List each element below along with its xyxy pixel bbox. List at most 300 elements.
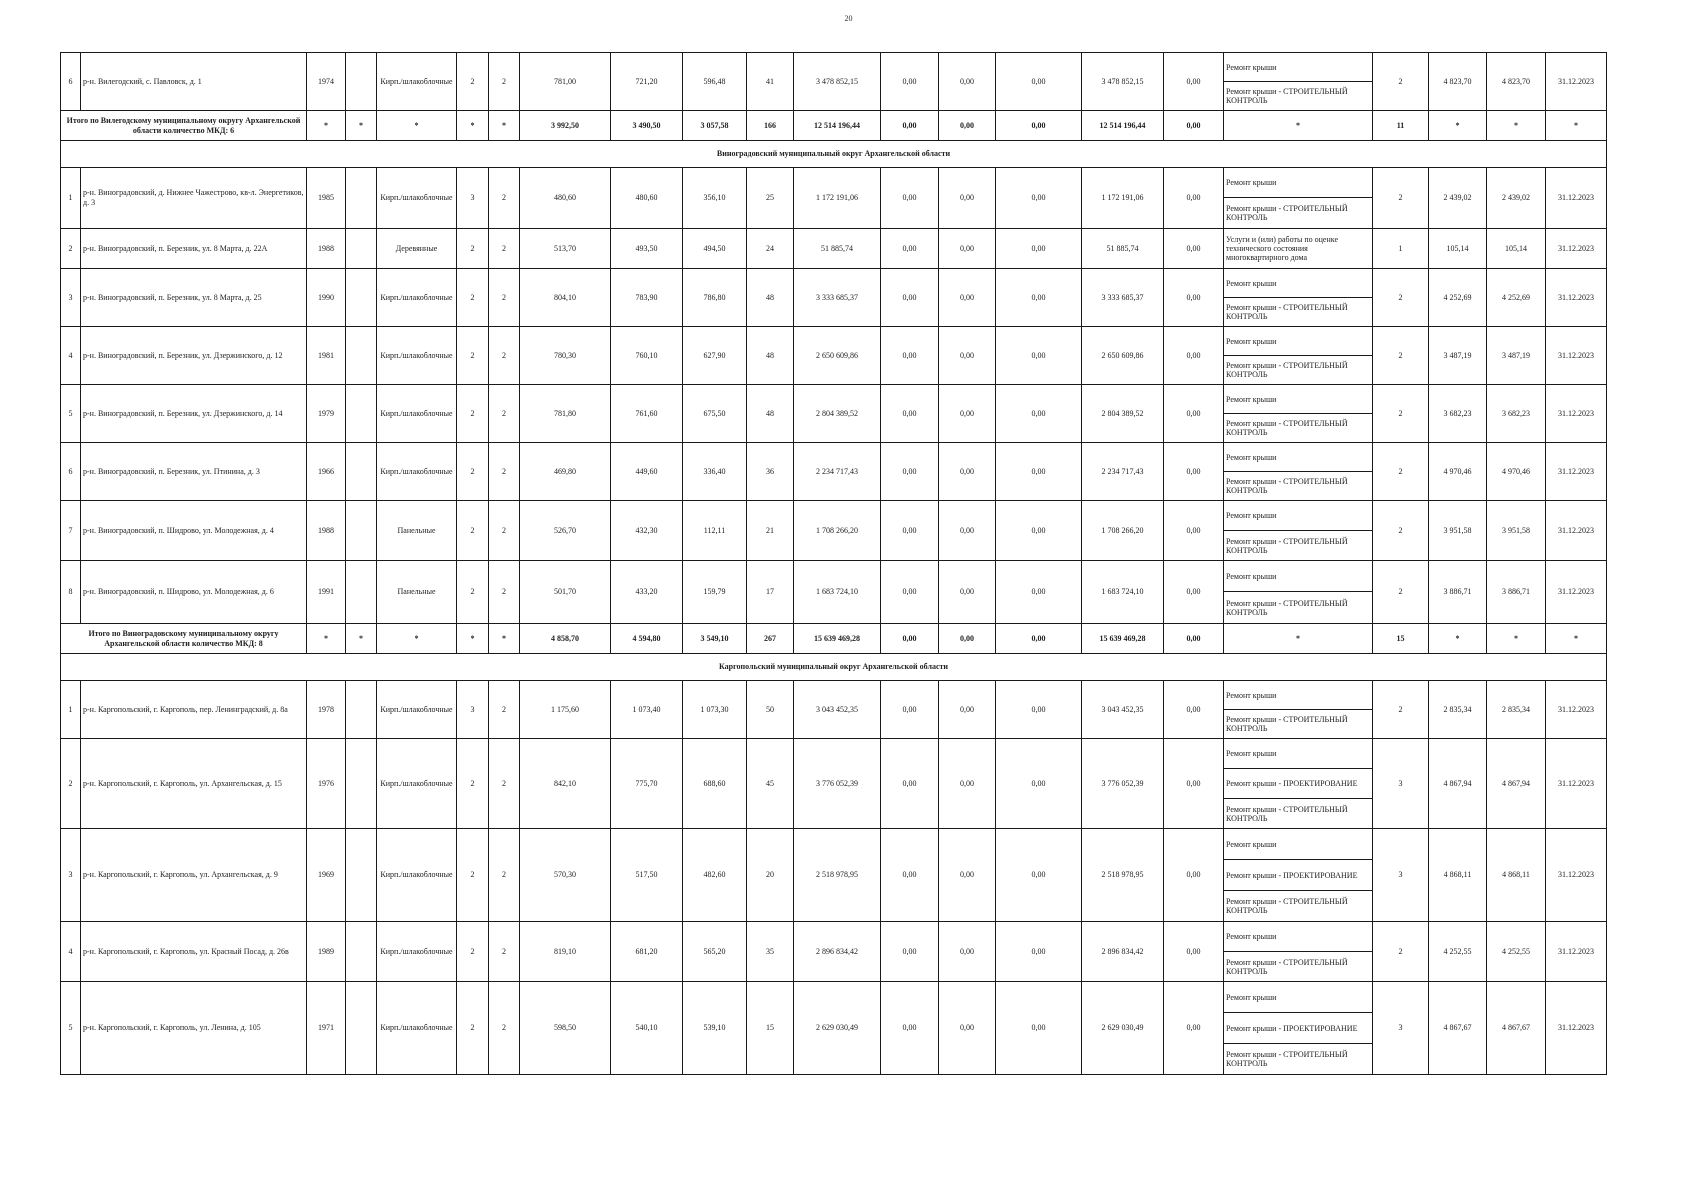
- star-cell: *: [457, 111, 489, 141]
- deadline: 31.12.2023: [1546, 168, 1607, 229]
- total-label: Итого по Вилегодскому муниципальному округу Архангельской области количество МКД: 6: [61, 111, 307, 141]
- house-address: р-н. Каргопольский, г. Каргополь, ул. Ленина, д. 105: [81, 982, 307, 1075]
- house-address: р-н. Виноградовский, д. Нижнее Чажестрово, кв-л. Энергетиков, д. 3: [81, 168, 307, 229]
- star-cell: *: [377, 111, 457, 141]
- cost-fund: 0,00: [881, 168, 939, 229]
- cost-other: 0,00: [1164, 739, 1224, 829]
- work-type: Ремонт крыши: [1224, 53, 1373, 82]
- work-type: Ремонт крыши - ПРОЕКТИРОВАНИЕ: [1224, 1013, 1373, 1044]
- cost-total: 2 896 834,42: [794, 922, 881, 982]
- row-number: 8: [61, 561, 81, 624]
- rooms-area: 761,60: [611, 385, 683, 443]
- cost-other: 0,00: [1164, 53, 1224, 111]
- row-number: 4: [61, 327, 81, 385]
- cost-owners: 1 683 724,10: [1082, 561, 1164, 624]
- cost-region: 0,00: [939, 443, 996, 501]
- residents: 45: [747, 739, 794, 829]
- house-address: р-н. Виноградовский, п. Березник, ул. 8 Марта, д. 25: [81, 269, 307, 327]
- house-address: р-н. Виноградовский, п. Березник, ул. Птинина, д. 3: [81, 443, 307, 501]
- build-year: 1988: [307, 501, 346, 561]
- living-area: 596,48: [683, 53, 747, 111]
- work-count: 2: [1373, 327, 1429, 385]
- work-count: 11: [1373, 111, 1429, 141]
- max-unit-cost: 4 252,69: [1487, 269, 1546, 327]
- wall-material: Кирп./шлакоблочные: [377, 53, 457, 111]
- living-area: 112,11: [683, 501, 747, 561]
- floors: 2: [457, 739, 489, 829]
- cost-owners: 3 478 852,15: [1082, 53, 1164, 111]
- cost-region: 0,00: [939, 168, 996, 229]
- residents: 48: [747, 327, 794, 385]
- cost-fund: 0,00: [881, 624, 939, 654]
- work-type: Ремонт крыши: [1224, 982, 1373, 1013]
- unit-cost: 4 867,94: [1429, 739, 1487, 829]
- commission-year: [346, 229, 377, 269]
- build-year: 1976: [307, 739, 346, 829]
- work-type: Ремонт крыши - СТРОИТЕЛЬНЫЙ КОНТРОЛЬ: [1224, 1044, 1373, 1075]
- deadline: 31.12.2023: [1546, 829, 1607, 922]
- cost-fund: 0,00: [881, 561, 939, 624]
- floors: 2: [457, 829, 489, 922]
- cost-owners: 1 708 266,20: [1082, 501, 1164, 561]
- build-year: 1966: [307, 443, 346, 501]
- work-type: Ремонт крыши - СТРОИТЕЛЬНЫЙ КОНТРОЛЬ: [1224, 356, 1373, 385]
- star-cell: *: [1487, 624, 1546, 654]
- work-count: 15: [1373, 624, 1429, 654]
- cost-total: 3 776 052,39: [794, 739, 881, 829]
- max-unit-cost: 2 439,02: [1487, 168, 1546, 229]
- living-area: 565,20: [683, 922, 747, 982]
- residents: 267: [747, 624, 794, 654]
- entrances: 2: [489, 327, 520, 385]
- commission-year: [346, 561, 377, 624]
- rooms-area: 540,10: [611, 982, 683, 1075]
- wall-material: Кирп./шлакоблочные: [377, 922, 457, 982]
- residents: 17: [747, 561, 794, 624]
- living-area: 627,90: [683, 327, 747, 385]
- row-number: 2: [61, 739, 81, 829]
- cost-total: 2 629 030,49: [794, 982, 881, 1075]
- floors: 2: [457, 922, 489, 982]
- star-cell: *: [1487, 111, 1546, 141]
- commission-year: [346, 327, 377, 385]
- cost-owners: 3 333 685,37: [1082, 269, 1164, 327]
- total-area: 501,70: [520, 561, 611, 624]
- cost-region: 0,00: [939, 681, 996, 739]
- living-area: 786,80: [683, 269, 747, 327]
- cost-owners: 12 514 196,44: [1082, 111, 1164, 141]
- work-type: Ремонт крыши - СТРОИТЕЛЬНЫЙ КОНТРОЛЬ: [1224, 952, 1373, 982]
- wall-material: Панельные: [377, 561, 457, 624]
- residents: 48: [747, 269, 794, 327]
- work-type: Ремонт крыши: [1224, 681, 1373, 710]
- district-total-row: [61, 111, 1607, 141]
- cost-total: 15 639 469,28: [794, 624, 881, 654]
- house-row: [61, 829, 1607, 860]
- wall-material: Кирп./шлакоблочные: [377, 327, 457, 385]
- residents: 25: [747, 168, 794, 229]
- cost-region: 0,00: [939, 53, 996, 111]
- unit-cost: 4 252,55: [1429, 922, 1487, 982]
- row-number: 6: [61, 443, 81, 501]
- total-area: 469,80: [520, 443, 611, 501]
- wall-material: Панельные: [377, 501, 457, 561]
- commission-year: [346, 681, 377, 739]
- cost-region: 0,00: [939, 501, 996, 561]
- work-count: 2: [1373, 443, 1429, 501]
- work-type: Ремонт крыши: [1224, 269, 1373, 298]
- total-area: 819,10: [520, 922, 611, 982]
- total-area: 4 858,70: [520, 624, 611, 654]
- work-type: Ремонт крыши - СТРОИТЕЛЬНЫЙ КОНТРОЛЬ: [1224, 592, 1373, 624]
- unit-cost: 3 487,19: [1429, 327, 1487, 385]
- house-row: [61, 922, 1607, 952]
- floors: 2: [457, 443, 489, 501]
- total-area: 781,80: [520, 385, 611, 443]
- house-address: р-н. Каргопольский, г. Каргополь, пер. Ленинградский, д. 8а: [81, 681, 307, 739]
- district-total-row: [61, 624, 1607, 654]
- living-area: 494,50: [683, 229, 747, 269]
- house-row: [61, 53, 1607, 82]
- residents: 24: [747, 229, 794, 269]
- max-unit-cost: 4 252,55: [1487, 922, 1546, 982]
- entrances: 2: [489, 229, 520, 269]
- rooms-area: 4 594,80: [611, 624, 683, 654]
- residents: 36: [747, 443, 794, 501]
- cost-other: 0,00: [1164, 982, 1224, 1075]
- cost-municipal: 0,00: [996, 561, 1082, 624]
- work-type: Ремонт крыши - ПРОЕКТИРОВАНИЕ: [1224, 769, 1373, 799]
- cost-region: 0,00: [939, 269, 996, 327]
- build-year: 1981: [307, 327, 346, 385]
- max-unit-cost: 3 487,19: [1487, 327, 1546, 385]
- deadline: 31.12.2023: [1546, 501, 1607, 561]
- commission-year: [346, 168, 377, 229]
- unit-cost: 3 886,71: [1429, 561, 1487, 624]
- cost-municipal: 0,00: [996, 168, 1082, 229]
- cost-other: 0,00: [1164, 168, 1224, 229]
- rooms-area: 449,60: [611, 443, 683, 501]
- row-number: 5: [61, 982, 81, 1075]
- total-area: 480,60: [520, 168, 611, 229]
- work-type: Ремонт крыши - СТРОИТЕЛЬНЫЙ КОНТРОЛЬ: [1224, 472, 1373, 501]
- star-cell: *: [457, 624, 489, 654]
- max-unit-cost: 2 835,34: [1487, 681, 1546, 739]
- cost-fund: 0,00: [881, 829, 939, 922]
- row-number: 2: [61, 229, 81, 269]
- commission-year: [346, 385, 377, 443]
- commission-year: [346, 982, 377, 1075]
- cost-other: 0,00: [1164, 922, 1224, 982]
- floors: 2: [457, 561, 489, 624]
- row-number: 4: [61, 922, 81, 982]
- entrances: 2: [489, 561, 520, 624]
- rooms-area: 433,20: [611, 561, 683, 624]
- page-number: 20: [844, 14, 853, 23]
- build-year: 1991: [307, 561, 346, 624]
- living-area: 336,40: [683, 443, 747, 501]
- cost-total: 2 518 978,95: [794, 829, 881, 922]
- living-area: 1 073,30: [683, 681, 747, 739]
- deadline: 31.12.2023: [1546, 385, 1607, 443]
- work-count: 3: [1373, 982, 1429, 1075]
- rooms-area: 3 490,50: [611, 111, 683, 141]
- unit-cost: 4 252,69: [1429, 269, 1487, 327]
- commission-year: [346, 922, 377, 982]
- star-cell: *: [489, 624, 520, 654]
- rooms-area: 1 073,40: [611, 681, 683, 739]
- house-address: р-н. Виноградовский, п. Березник, ул. Дзержинского, д. 12: [81, 327, 307, 385]
- cost-total: 2 804 389,52: [794, 385, 881, 443]
- total-area: 842,10: [520, 739, 611, 829]
- total-area: 3 992,50: [520, 111, 611, 141]
- rooms-area: 721,20: [611, 53, 683, 111]
- entrances: 2: [489, 501, 520, 561]
- star-cell: *: [346, 624, 377, 654]
- max-unit-cost: 3 951,58: [1487, 501, 1546, 561]
- living-area: 482,60: [683, 829, 747, 922]
- total-area: 513,70: [520, 229, 611, 269]
- row-number: 5: [61, 385, 81, 443]
- living-area: 688,60: [683, 739, 747, 829]
- deadline: 31.12.2023: [1546, 681, 1607, 739]
- max-unit-cost: 4 867,94: [1487, 739, 1546, 829]
- house-row: [61, 269, 1607, 298]
- work-count: 2: [1373, 53, 1429, 111]
- cost-municipal: 0,00: [996, 829, 1082, 922]
- max-unit-cost: 3 886,71: [1487, 561, 1546, 624]
- cost-region: 0,00: [939, 624, 996, 654]
- cost-total: 3 478 852,15: [794, 53, 881, 111]
- cost-other: 0,00: [1164, 385, 1224, 443]
- work-type: Ремонт крыши - СТРОИТЕЛЬНЫЙ КОНТРОЛЬ: [1224, 891, 1373, 922]
- cost-fund: 0,00: [881, 443, 939, 501]
- house-address: р-н. Вилегодский, с. Павловск, д. 1: [81, 53, 307, 111]
- house-row: [61, 501, 1607, 531]
- work-type: Ремонт крыши - СТРОИТЕЛЬНЫЙ КОНТРОЛЬ: [1224, 198, 1373, 229]
- cost-other: 0,00: [1164, 327, 1224, 385]
- cost-owners: 51 885,74: [1082, 229, 1164, 269]
- deadline: 31.12.2023: [1546, 269, 1607, 327]
- cost-total: 1 708 266,20: [794, 501, 881, 561]
- residents: 50: [747, 681, 794, 739]
- cost-total: 2 650 609,86: [794, 327, 881, 385]
- wall-material: Кирп./шлакоблочные: [377, 385, 457, 443]
- work-count: 2: [1373, 922, 1429, 982]
- row-number: 1: [61, 681, 81, 739]
- unit-cost: 4 823,70: [1429, 53, 1487, 111]
- cost-municipal: 0,00: [996, 443, 1082, 501]
- floors: 2: [457, 501, 489, 561]
- house-row: [61, 739, 1607, 769]
- wall-material: Кирп./шлакоблочные: [377, 829, 457, 922]
- row-number: 1: [61, 168, 81, 229]
- floors: 2: [457, 385, 489, 443]
- floors: 2: [457, 269, 489, 327]
- cost-owners: 15 639 469,28: [1082, 624, 1164, 654]
- cost-region: 0,00: [939, 111, 996, 141]
- cost-other: 0,00: [1164, 561, 1224, 624]
- cost-region: 0,00: [939, 229, 996, 269]
- build-year: 1989: [307, 922, 346, 982]
- build-year: 1988: [307, 229, 346, 269]
- rooms-area: 480,60: [611, 168, 683, 229]
- cost-fund: 0,00: [881, 501, 939, 561]
- work-count: 1: [1373, 229, 1429, 269]
- total-area: 804,10: [520, 269, 611, 327]
- work-type: Ремонт крыши: [1224, 168, 1373, 198]
- cost-municipal: 0,00: [996, 624, 1082, 654]
- commission-year: [346, 443, 377, 501]
- cost-fund: 0,00: [881, 922, 939, 982]
- cost-owners: 3 776 052,39: [1082, 739, 1164, 829]
- work-type: Ремонт крыши - СТРОИТЕЛЬНЫЙ КОНТРОЛЬ: [1224, 298, 1373, 327]
- work-type: Ремонт крыши - СТРОИТЕЛЬНЫЙ КОНТРОЛЬ: [1224, 799, 1373, 829]
- work-count: 2: [1373, 681, 1429, 739]
- house-address: р-н. Виноградовский, п. Шидрово, ул. Молодежная, д. 4: [81, 501, 307, 561]
- house-address: р-н. Виноградовский, п. Березник, ул. 8 Марта, д. 22А: [81, 229, 307, 269]
- rooms-area: 681,20: [611, 922, 683, 982]
- district-title: Виноградовский муниципальный округ Архангельской области: [61, 141, 1607, 168]
- cost-region: 0,00: [939, 739, 996, 829]
- wall-material: Кирп./шлакоблочные: [377, 269, 457, 327]
- work-count: 2: [1373, 269, 1429, 327]
- unit-cost: 4 867,67: [1429, 982, 1487, 1075]
- cost-region: 0,00: [939, 385, 996, 443]
- cost-region: 0,00: [939, 982, 996, 1075]
- living-area: 675,50: [683, 385, 747, 443]
- max-unit-cost: 4 868,11: [1487, 829, 1546, 922]
- cost-region: 0,00: [939, 561, 996, 624]
- house-row: [61, 168, 1607, 198]
- total-area: 598,50: [520, 982, 611, 1075]
- entrances: 2: [489, 922, 520, 982]
- wall-material: Кирп./шлакоблочные: [377, 168, 457, 229]
- build-year: 1971: [307, 982, 346, 1075]
- work-type: Ремонт крыши: [1224, 501, 1373, 531]
- work-type: Ремонт крыши: [1224, 561, 1373, 592]
- work-type: Ремонт крыши - ПРОЕКТИРОВАНИЕ: [1224, 860, 1373, 891]
- star-cell: *: [1224, 624, 1373, 654]
- cost-municipal: 0,00: [996, 501, 1082, 561]
- cost-other: 0,00: [1164, 681, 1224, 739]
- cost-total: 3 333 685,37: [794, 269, 881, 327]
- cost-fund: 0,00: [881, 269, 939, 327]
- build-year: 1978: [307, 681, 346, 739]
- entrances: 2: [489, 443, 520, 501]
- max-unit-cost: 4 867,67: [1487, 982, 1546, 1075]
- work-type: Ремонт крыши - СТРОИТЕЛЬНЫЙ КОНТРОЛЬ: [1224, 82, 1373, 111]
- unit-cost: 2 835,34: [1429, 681, 1487, 739]
- deadline: 31.12.2023: [1546, 53, 1607, 111]
- cost-municipal: 0,00: [996, 681, 1082, 739]
- work-type: Ремонт крыши: [1224, 829, 1373, 860]
- work-type: Услуги и (или) работы по оценке технического состояния многоквартирного дома: [1224, 229, 1373, 269]
- cost-fund: 0,00: [881, 739, 939, 829]
- star-cell: *: [1546, 111, 1607, 141]
- rooms-area: 760,10: [611, 327, 683, 385]
- work-count: 2: [1373, 385, 1429, 443]
- row-number: 3: [61, 269, 81, 327]
- house-address: р-н. Каргопольский, г. Каргополь, ул. Архангельская, д. 9: [81, 829, 307, 922]
- row-number: 6: [61, 53, 81, 111]
- cost-total: 3 043 452,35: [794, 681, 881, 739]
- max-unit-cost: 4 970,46: [1487, 443, 1546, 501]
- cost-other: 0,00: [1164, 501, 1224, 561]
- unit-cost: 4 970,46: [1429, 443, 1487, 501]
- unit-cost: 3 682,23: [1429, 385, 1487, 443]
- living-area: 356,10: [683, 168, 747, 229]
- floors: 2: [457, 982, 489, 1075]
- living-area: 159,79: [683, 561, 747, 624]
- house-row: [61, 982, 1607, 1013]
- work-type: Ремонт крыши: [1224, 443, 1373, 472]
- star-cell: *: [307, 624, 346, 654]
- cost-municipal: 0,00: [996, 982, 1082, 1075]
- deadline: 31.12.2023: [1546, 327, 1607, 385]
- wall-material: Деревянные: [377, 229, 457, 269]
- commission-year: [346, 829, 377, 922]
- cost-municipal: 0,00: [996, 327, 1082, 385]
- cost-fund: 0,00: [881, 327, 939, 385]
- commission-year: [346, 269, 377, 327]
- deadline: 31.12.2023: [1546, 561, 1607, 624]
- max-unit-cost: 105,14: [1487, 229, 1546, 269]
- entrances: 2: [489, 681, 520, 739]
- build-year: 1990: [307, 269, 346, 327]
- cost-other: 0,00: [1164, 829, 1224, 922]
- star-cell: *: [1429, 624, 1487, 654]
- cost-fund: 0,00: [881, 681, 939, 739]
- house-row: [61, 327, 1607, 356]
- district-header-row: [61, 654, 1607, 681]
- total-area: 781,00: [520, 53, 611, 111]
- work-type: Ремонт крыши - СТРОИТЕЛЬНЫЙ КОНТРОЛЬ: [1224, 531, 1373, 561]
- build-year: 1969: [307, 829, 346, 922]
- row-number: 7: [61, 501, 81, 561]
- floors: 3: [457, 681, 489, 739]
- total-area: 1 175,60: [520, 681, 611, 739]
- cost-fund: 0,00: [881, 111, 939, 141]
- cost-region: 0,00: [939, 922, 996, 982]
- living-area: 539,10: [683, 982, 747, 1075]
- cost-fund: 0,00: [881, 982, 939, 1075]
- entrances: 2: [489, 168, 520, 229]
- total-label: Итого по Виноградовскому муниципальному округу Архангельской области количество МКД: 8: [61, 624, 307, 654]
- row-number: 3: [61, 829, 81, 922]
- cost-fund: 0,00: [881, 229, 939, 269]
- commission-year: [346, 501, 377, 561]
- star-cell: *: [489, 111, 520, 141]
- work-count: 2: [1373, 561, 1429, 624]
- residents: 21: [747, 501, 794, 561]
- district-title: Каргопольский муниципальный округ Архангельской области: [61, 654, 1607, 681]
- star-cell: *: [346, 111, 377, 141]
- cost-fund: 0,00: [881, 385, 939, 443]
- cost-municipal: 0,00: [996, 111, 1082, 141]
- cost-municipal: 0,00: [996, 269, 1082, 327]
- cost-region: 0,00: [939, 327, 996, 385]
- cost-municipal: 0,00: [996, 229, 1082, 269]
- entrances: 2: [489, 739, 520, 829]
- rooms-area: 775,70: [611, 739, 683, 829]
- residents: 15: [747, 982, 794, 1075]
- deadline: 31.12.2023: [1546, 739, 1607, 829]
- district-header-row: [61, 141, 1607, 168]
- rooms-area: 493,50: [611, 229, 683, 269]
- cost-owners: 2 804 389,52: [1082, 385, 1164, 443]
- house-address: р-н. Каргопольский, г. Каргополь, ул. Архангельская, д. 15: [81, 739, 307, 829]
